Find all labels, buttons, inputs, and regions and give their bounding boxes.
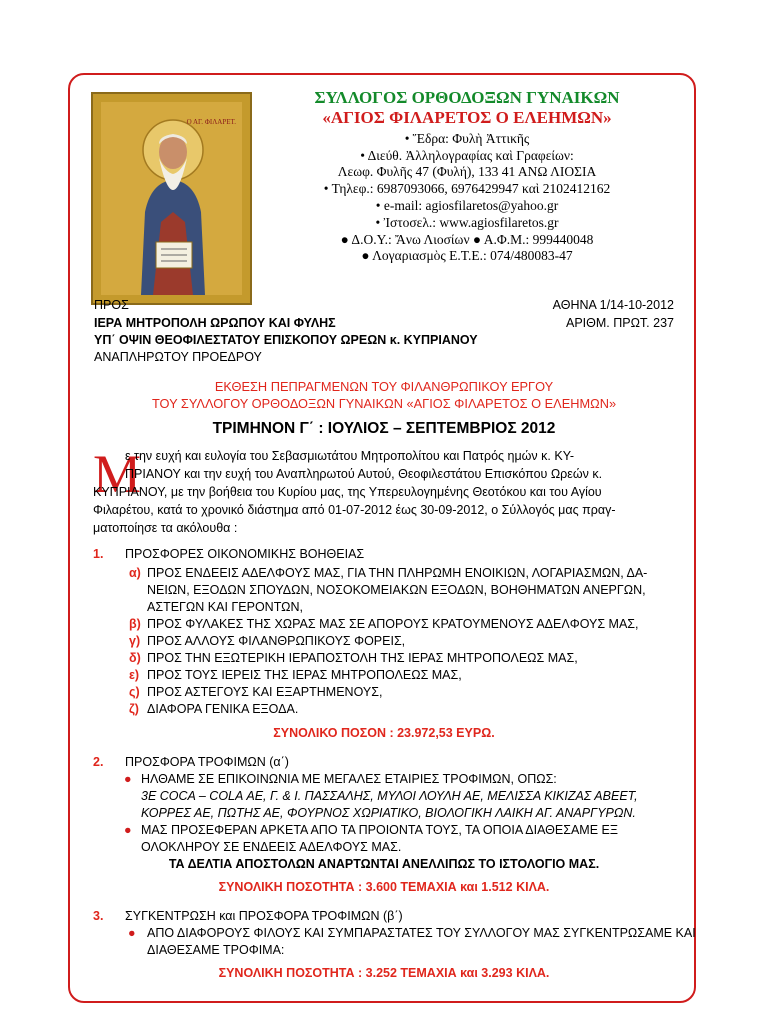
info-line-4: • Τηλεφ.: 6987093066, 6976429947 καὶ 2102412162	[323, 181, 611, 196]
item-e-label: ε)	[129, 668, 140, 682]
item-g-label: ζ)	[129, 702, 139, 716]
section2-number: 2.	[93, 755, 104, 769]
intro-line-3: ΚΥΠΡΙΑΝΟΥ, με την βοήθεια του Κυρίου μας, της Υπερευλογημένης Θεοτόκου και του Αγίου	[93, 485, 602, 499]
recipient-to: ΠΡΟΣ	[94, 298, 129, 312]
info-line-website: • Ἰστοσελ.: www.agiosfilaretos.gr	[375, 215, 559, 230]
section2-bullet2-line1: ΜΑΣ ΠΡΟΣΕΦΕΡΑΝ ΑΡΚΕΤΑ ΑΠΟ ΤΑ ΠΡΟΙΟΝΤΑ ΤΟΥΣ, ΤΑ ΟΠΟΙΑ ΔΙΑΘΕΣΑΜΕ ΕΞ	[141, 823, 618, 837]
section2-total: ΣΥΝΟΛΙΚΗ ΠΟΣΟΤΗΤΑ : 3.600 ΤΕΜΑΧΙΑ και 1.512 ΚΙΛΑ.	[218, 880, 550, 894]
item-g-text: ΔΙΑΦΟΡΑ ΓΕΝΙΚΑ ΕΞΟΔΑ.	[147, 702, 299, 716]
section1-title: ΠΡΟΣΦΟΡΕΣ ΟΙΚΟΝΟΜΙΚΗΣ ΒΟΗΘΕΙΑΣ	[125, 547, 365, 561]
saint-figure	[101, 102, 242, 295]
section3-number: 3.	[93, 909, 104, 923]
dropcap-letter: Μ	[93, 444, 142, 504]
bullet-icon: ●	[124, 772, 132, 786]
org-name-line1: ΣΥΛΛΟΓΟΣ ΟΡΘΟΔΟΞΩΝ ΓΥΝΑΙΚΩΝ	[314, 88, 620, 107]
item-f-text: ΠΡΟΣ ΑΣΤΕΓΟΥΣ ΚΑΙ ΕΞΑΡΤΗΜΕΝΟΥΣ,	[147, 685, 383, 699]
section3-bullet1-line1: ΑΠΟ ΔΙΑΦΟΡΟΥΣ ΦΙΛΟΥΣ ΚΑΙ ΣΥΜΠΑΡΑΣΤΑΤΕΣ ΤΟΥ ΣΥΛΛΟΓΟΥ ΜΑΣ ΣΥΓΚΕΝΤΡΩΣΑΜΕ ΚΑΙ	[147, 926, 696, 940]
report-title-line2: ΤΟΥ ΣΥΛΛΟΓΟΥ ΟΡΘΟΔΟΞΩΝ ΓΥΝΑΙΚΩΝ «ΑΓΙΟΣ ΦΙΛΑΡΕΤΟΣ Ο ΕΛΕΗΜΩΝ»	[151, 396, 617, 411]
intro-line-2: ΠΡΙΑΝΟΥ και την ευχή του Αναπληρωτού Αυτού, Θεοφιλεστάτου Επισκόπου Ωρεών κ.	[125, 467, 603, 481]
section2-note: ΤΑ ΔΕΛΤΙΑ ΑΠΟΣΤΟΛΩΝ ΑΝΑΡΤΩΝΤΑΙ ΑΝΕΛΛΙΠΩΣ ΤΟ ΙΣΤΟΛΟΓΙΟ ΜΑΣ.	[168, 857, 600, 871]
section2-bullet2-line2: ΟΛΟΚΛΗΡΟΥ ΣΕ ΕΝΔΕΕΙΣ ΑΔΕΛΦΟΥΣ ΜΑΣ.	[141, 840, 402, 854]
info-line-3: Λεωφ. Φυλῆς 47 (Φυλή), 133 41 ΑΝΩ ΛΙΟΣΙΑ	[337, 164, 597, 179]
info-line-tax: ● Δ.Ο.Υ.: Ἄνω Λιοσίων ● Α.Φ.Μ.: 999440048	[340, 232, 594, 247]
document-date: ΑΘΗΝΑ 1/14-10-2012	[552, 298, 674, 312]
section2-companies-line2: ΚΟΡΡΕΣ ΑΕ, ΠΩΤΗΣ ΑΕ, ΦΟΥΡΝΟΣ ΧΩΡΙΑΤΙΚΟ, ΒΙΟΛΟΓΙΚΗ ΛΑΙΚΗ ΑΓ. ΑΝΑΡΓΥΡΩΝ.	[141, 806, 636, 820]
item-b-label: β)	[129, 617, 141, 631]
section1-total: ΣΥΝΟΛΙΚΟ ΠΟΣΟΝ : 23.972,53 ΕΥΡΩ.	[273, 726, 495, 740]
item-d-label: δ)	[129, 651, 141, 665]
item-a-line3: ΑΣΤΕΓΩΝ ΚΑΙ ΓΕΡΟΝΤΩΝ,	[147, 600, 303, 614]
quarter-heading: ΤΡΙΜΗΝΟΝ Γ΄ : ΙΟΥΛΙΟΣ – ΣΕΠΤΕΜΒΡΙΟΣ 2012	[212, 420, 556, 437]
info-line-2: • Διεύθ. Ἀλληλογραφίας καὶ Γραφείων:	[360, 148, 574, 163]
info-line-account: ● Λογαριασμὸς Ε.Τ.Ε.: 074/480083-47	[361, 248, 573, 263]
intro-line-1: ε την ευχή και ευλογία του Σεβασμιωτάτου Μητροπολίτου και Πατρός ημών κ. ΚΥ-	[125, 449, 575, 463]
recipient-line2: ΥΠ΄ ΟΨΙΝ ΘΕΟΦΙΛΕΣΤΑΤΟΥ ΕΠΙΣΚΟΠΟΥ ΩΡΕΩΝ κ. ΚΥΠΡΙΑΝΟΥ	[94, 333, 478, 347]
section2-bullet1: ΗΛΘΑΜΕ ΣΕ ΕΠΙΚΟΙΝΩΝΙΑ ΜΕ ΜΕΓΑΛΕΣ ΕΤΑΙΡΙΕΣ ΤΡΟΦΙΜΩΝ, ΟΠΩΣ:	[141, 772, 557, 786]
section3-bullet1-line2: ΔΙΑΘΕΣΑΜΕ ΤΡΟΦΙΜΑ:	[147, 943, 285, 957]
recipient-line3: ΑΝΑΠΛΗΡΩΤΟΥ ΠΡΟΕΔΡΟΥ	[94, 350, 262, 364]
item-a-label: α)	[129, 566, 141, 580]
item-f-label: ς)	[129, 685, 140, 699]
section1-number: 1.	[93, 547, 104, 561]
saint-icon-image	[91, 92, 252, 305]
item-c-label: γ)	[129, 634, 141, 648]
item-a-line1: ΠΡΟΣ ΕΝΔΕΕΙΣ ΑΔΕΛΦΟΥΣ ΜΑΣ, ΓΙΑ ΤΗΝ ΠΛΗΡΩΜΗ ΕΝΟΙΚΙΩΝ, ΛΟΓΑΡΙΑΣΜΩΝ, ΔΑ-	[147, 566, 648, 580]
item-b-text: ΠΡΟΣ ΦΥΛΑΚΕΣ ΤΗΣ ΧΩΡΑΣ ΜΑΣ ΣΕ ΑΠΟΡΟΥΣ ΚΡΑΤΟΥΜΕΝΟΥΣ ΑΔΕΛΦΟΥΣ ΜΑΣ,	[147, 617, 639, 631]
bullet-icon: ●	[124, 823, 132, 837]
item-a-line2: ΝΕΙΩΝ, ΕΞΟΔΩΝ ΣΠΟΥΔΩΝ, ΝΟΣΟΚΟΜΕΙΑΚΩΝ ΕΞΟΔΩΝ, ΒΟΗΘΗΜΑΤΩΝ ΑΝΕΡΓΩΝ,	[147, 583, 646, 597]
item-c-text: ΠΡΟΣ ΑΛΛΟΥΣ ΦΙΛΑΝΘΡΩΠΙΚΟΥΣ ΦΟΡΕΙΣ,	[147, 634, 406, 648]
protocol-number: ΑΡΙΘΜ. ΠΡΩΤ. 237	[565, 316, 674, 330]
section3-total: ΣΥΝΟΛΙΚΗ ΠΟΣΟΤΗΤΑ : 3.252 ΤΕΜΑΧΙΑ και 3.293 ΚΙΛΑ.	[218, 966, 550, 980]
section2-title: ΠΡΟΣΦΟΡΑ ΤΡΟΦΙΜΩΝ (α΄)	[125, 755, 289, 769]
recipient-line1: ΙΕΡΑ ΜΗΤΡΟΠΟΛΗ ΩΡΩΠΟΥ ΚΑΙ ΦΥΛΗΣ	[94, 316, 336, 330]
intro-line-4: Φιλαρέτου, κατά το χρονικό διάστημα από 01-07-2012 έως 30-09-2012, ο Σύλλογός μας πραγ-	[93, 503, 616, 517]
section3-title: ΣΥΓΚΕΝΤΡΩΣΗ και ΠΡΟΣΦΟΡΑ ΤΡΟΦΙΜΩΝ (β΄)	[125, 909, 403, 923]
intro-line-5: ματοποίησε τα ακόλουθα :	[93, 521, 238, 535]
info-line-email: • e-mail: agiosfilaretos@yahoo.gr	[375, 198, 559, 213]
icon-inscription: Ο ΑΓ. ΦΙΛΑΡΕΤ.	[186, 118, 236, 126]
section2-companies-line1: 3Ε COCA – COLA ΑΕ, Γ. & Ι. ΠΑΣΣΑΛΗΣ, ΜΥΛΟΙ ΛΟΥΛΗ ΑΕ, ΜΕΛΙΣΣΑ ΚΙΚΙΖΑΣ ΑΒΕΕΤ,	[141, 789, 638, 803]
item-d-text: ΠΡΟΣ ΤΗΝ ΕΞΩΤΕΡΙΚΗ ΙΕΡΑΠΟΣΤΟΛΗ ΤΗΣ ΙΕΡΑΣ ΜΗΤΡΟΠΟΛΕΩΣ ΜΑΣ,	[147, 651, 578, 665]
item-e-text: ΠΡΟΣ ΤΟΥΣ ΙΕΡΕΙΣ ΤΗΣ ΙΕΡΑΣ ΜΗΤΡΟΠΟΛΕΩΣ ΜΑΣ,	[147, 668, 462, 682]
info-line-1: • Ἕδρα: Φυλὴ Ἀττικῆς	[404, 131, 530, 146]
org-name-line2: «ΑΓΙΟΣ ΦΙΛΑΡΕΤΟΣ Ο ΕΛΕΗΜΩΝ»	[322, 108, 612, 127]
bullet-icon: ●	[128, 926, 136, 940]
report-title-line1: ΕΚΘΕΣΗ ΠΕΠΡΑΓΜΕΝΩΝ ΤΟΥ ΦΙΛΑΝΘΡΩΠΙΚΟΥ ΕΡΓΟΥ	[214, 379, 554, 394]
